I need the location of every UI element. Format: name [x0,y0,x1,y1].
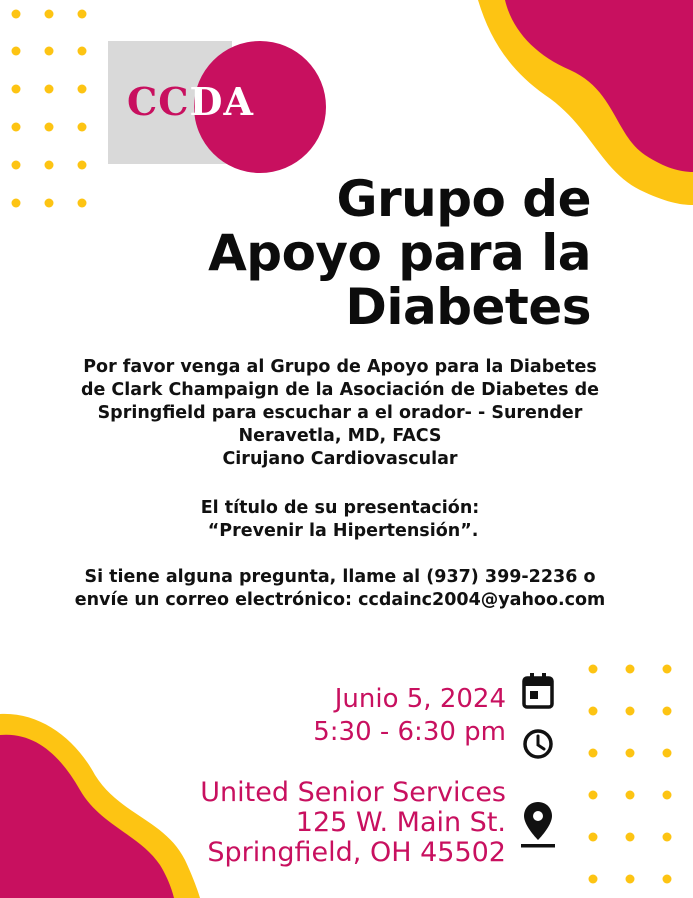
invitation-paragraph [30,356,650,471]
clock-icon [522,728,554,760]
presentation-name: “Prevenir la Hipertensión”. [201,521,479,541]
event-date: Junio 5, 2024 [334,684,506,714]
bottom-right-dot-grid [589,665,672,884]
title-line-2: Apoyo para la [208,224,591,282]
calendar-icon [521,672,555,710]
venue-street: 125 W. Main St. [295,807,506,838]
invitation-line: Springfield para escuchar a el orador- - Surender [97,403,583,423]
top-left-dot-grid [12,10,87,208]
presentation-label: El título de su presentación: [200,498,480,518]
contact-email-line: envíe un correo electrónico: ccdainc2004@yahoo.com [74,590,606,610]
presentation-block [30,497,650,543]
title-line-1: Grupo de [336,170,591,228]
logo-text-da: DA [189,79,254,124]
venue-city: Springfield, OH 45502 [207,837,506,868]
contact-block [30,566,650,612]
event-time: 5:30 - 6:30 pm [313,717,506,747]
invitation-line: Neravetla, MD, FACS [238,426,442,446]
invitation-line: Cirujano Cardiovascular [222,449,458,469]
contact-phone-line: Si tiene alguna pregunta, llame al (937) 399-2236 o [84,567,596,587]
invitation-line: Por favor venga al Grupo de Apoyo para la Diabetes [83,357,597,377]
invitation-line: de Clark Champaign de la Asociación de Diabetes de [80,380,600,400]
bottom-left-magenta-blob [0,735,174,898]
event-venue [200,778,506,868]
logo [127,78,287,126]
location-pin-icon [521,800,555,848]
logo-text-cc: CC [127,79,190,124]
page-title [91,172,591,334]
title-line-3: Diabetes [345,278,591,336]
venue-name: United Senior Services [200,777,506,808]
